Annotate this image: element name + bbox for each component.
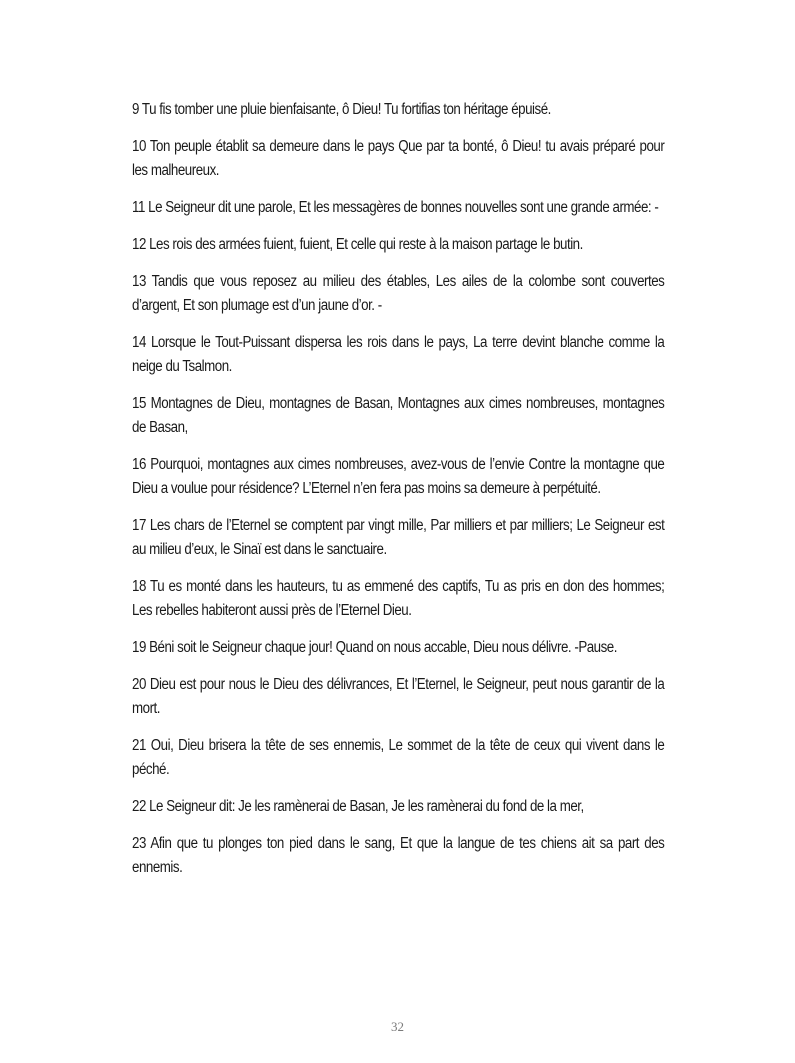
verse-10: 10 Ton peuple établit sa demeure dans le pays Que par ta bonté, ô Dieu! tu avais préparé pour les malheureux. <box>132 138 665 179</box>
verse-11: 11 Le Seigneur dit une parole, Et les messagères de bonnes nouvelles sont une grande armée: - <box>132 199 659 216</box>
verse-20: 20 Dieu est pour nous le Dieu des délivrances, Et l’Eternel, le Seigneur, peut nous garantir de la mort. <box>132 676 665 717</box>
verse-list <box>132 98 664 893</box>
verse-18: 18 Tu es monté dans les hauteurs, tu as emmené des captifs, Tu as pris en don des hommes; Les rebelles habiteront aussi près de l’Eternel Dieu. <box>132 578 665 619</box>
verse-13: 13 Tandis que vous reposez au milieu des étables, Les ailes de la colombe sont couvertes d’argent, Et son plumage est d’un jaune d’or. - <box>132 273 665 314</box>
verse-15: 15 Montagnes de Dieu, montagnes de Basan, Montagnes aux cimes nombreuses, montagnes de Basan, <box>132 395 665 436</box>
verse-16: 16 Pourquoi, montagnes aux cimes nombreuses, avez-vous de l’envie Contre la montagne que Dieu a voulue pour résidence? L’Eternel n’en fera pas moins sa demeure à perpétuité. <box>132 456 665 497</box>
verse-17: 17 Les chars de l’Eternel se comptent par vingt mille, Par milliers et par milliers; Le Seigneur est au milieu d’eux, le Sinaï est dans le sanctuaire. <box>132 517 665 558</box>
page-number: 32 <box>391 1019 404 1034</box>
verse-12: 12 Les rois des armées fuient, fuient, Et celle qui reste à la maison partage le butin. <box>132 236 583 253</box>
verse-9: 9 Tu fis tomber une pluie bienfaisante, ô Dieu! Tu fortifias ton héritage épuisé. <box>132 101 551 118</box>
verse-21: 21 Oui, Dieu brisera la tête de ses ennemis, Le sommet de la tête de ceux qui vivent dans le péché. <box>132 737 665 778</box>
verse-23: 23 Afin que tu plonges ton pied dans le sang, Et que la langue de tes chiens ait sa part des ennemis. <box>132 835 665 876</box>
verse-22: 22 Le Seigneur dit: Je les ramènerai de Basan, Je les ramènerai du fond de la mer, <box>132 798 584 815</box>
verse-19: 19 Béni soit le Seigneur chaque jour! Quand on nous accable, Dieu nous délivre. -Pause. <box>132 639 617 656</box>
verse-14: 14 Lorsque le Tout-Puissant dispersa les rois dans le pays, La terre devint blanche comme la neige du Tsalmon. <box>132 334 665 375</box>
